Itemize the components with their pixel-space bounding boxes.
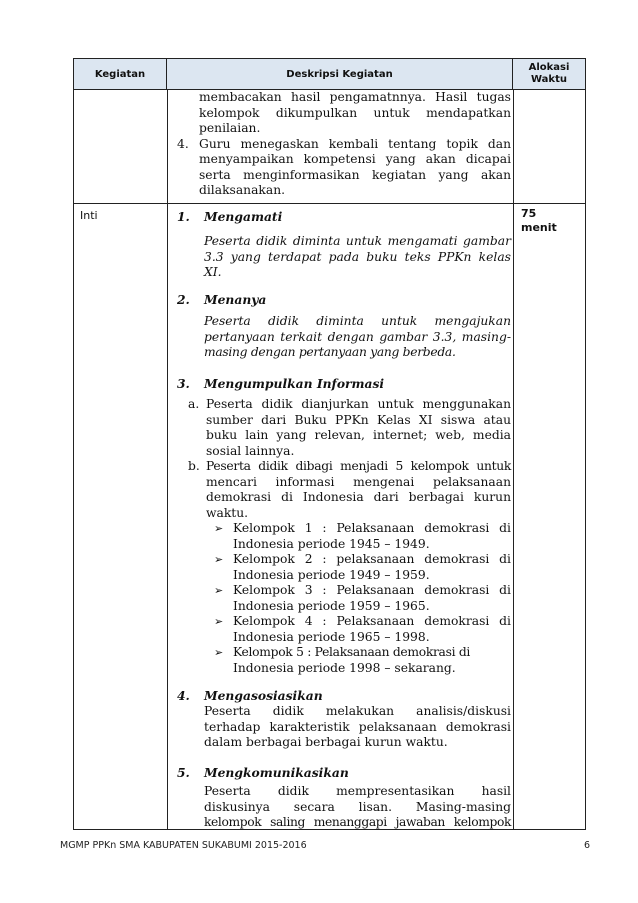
item-label-b: b.	[188, 459, 200, 473]
item-a-line: Peserta didik dianjurkan untuk menggunakan	[206, 397, 511, 411]
header-alokasi	[513, 59, 585, 89]
section-line: masing dengan pertanyaan yang berbeda.	[204, 345, 456, 359]
bullet-line: Kelompok 3 : Pelaksanaan demokrasi di	[233, 583, 511, 597]
bullet-line: Kelompok 1 : Pelaksanaan demokrasi di	[233, 521, 511, 535]
item-b-line: Peserta didik dibagi menjadi 5 kelompok untuk	[206, 459, 511, 473]
waktu-number: 75	[521, 207, 537, 220]
header-alokasi-line2: Waktu	[531, 74, 567, 85]
bullet-line: Indonesia periode 1998 – sekarang.	[233, 660, 456, 675]
section-title-mengasosiasikan: Mengasosiasikan	[204, 688, 323, 703]
row1-line: kelompok dikumpulkan untuk mendapatkan	[199, 105, 511, 120]
column-divider-1	[167, 89, 168, 829]
bullet-line: Kelompok 4 : Pelaksanaan demokrasi di	[233, 614, 511, 628]
kegiatan-inti: Inti	[80, 209, 98, 222]
section-number: 1.	[177, 209, 190, 224]
arrow-bullet-icon: ➢	[214, 615, 224, 628]
item-b-line: demokrasi di Indonesia dari berbagai kurun	[206, 490, 511, 504]
page-number: 6	[584, 840, 591, 851]
header-deskripsi: Deskripsi Kegiatan	[167, 59, 513, 89]
section-number: 2.	[177, 292, 190, 307]
row1-line: Guru menegaskan kembali tentang topik dan	[199, 136, 511, 151]
waktu-value	[521, 207, 557, 235]
arrow-bullet-icon: ➢	[214, 646, 224, 659]
section-line: Peserta didik melakukan analisis/diskusi	[204, 704, 511, 718]
item-b-line: waktu.	[206, 505, 249, 520]
row1-line: menyampaikan kompetensi yang akan dicapai	[199, 152, 511, 166]
section-line: kelompok saling menanggapi jawaban kelompok	[204, 815, 511, 829]
table-header	[74, 59, 585, 90]
header-kegiatan: Kegiatan	[74, 59, 167, 89]
bullet-line: Indonesia periode 1945 – 1949.	[233, 536, 430, 551]
item-a-line: sumber dari Buku PPKn Kelas XI siswa atau	[206, 412, 511, 427]
item-a-line: buku lain yang relevan, internet; web, media	[206, 428, 511, 442]
section-line: dalam berbagai berbagai kurun waktu.	[204, 735, 448, 749]
row1-line: dilaksanakan.	[199, 183, 286, 197]
bullet-line: Indonesia periode 1965 – 1998.	[233, 629, 430, 644]
column-divider-2	[513, 89, 514, 829]
row-divider	[74, 203, 585, 204]
item-label-a: a.	[188, 397, 200, 411]
section-line: terhadap karakteristik pelaksanaan demokrasi	[204, 719, 511, 734]
section-line: Peserta didik diminta untuk mengamati gambar	[204, 234, 511, 248]
section-number: 4.	[177, 688, 190, 703]
row1-line: penilaian.	[199, 121, 261, 135]
section-line: Peserta didik diminta untuk mengajukan	[204, 314, 511, 328]
section-line: 3.3 yang terdapat pada buku teks PPKn kelas	[204, 249, 511, 264]
bullet-line: Kelompok 5 : Pelaksanaan demokrasi di	[233, 645, 471, 659]
bullet-line: Kelompok 2 : pelaksanaan demokrasi di	[233, 552, 511, 566]
section-line: Peserta didik mempresentasikan hasil	[204, 784, 511, 798]
section-number: 5.	[177, 765, 190, 780]
section-line: XI.	[204, 265, 222, 279]
item-a-line: sosial lainnya.	[206, 443, 295, 458]
bullet-line: Indonesia periode 1959 – 1965.	[233, 598, 430, 613]
waktu-unit: menit	[521, 221, 557, 234]
bullet-line: Indonesia periode 1949 – 1959.	[233, 567, 430, 582]
row1-line: membacakan hasil pengamatnnya. Hasil tugas	[199, 90, 511, 104]
row1-number: 4.	[177, 136, 189, 151]
arrow-bullet-icon: ➢	[214, 584, 224, 597]
item-b-line: mencari informasi mengenai pelaksanaan	[206, 474, 511, 489]
header-alokasi-line1: Alokasi	[528, 62, 570, 73]
section-title-menanya: Menanya	[204, 292, 267, 307]
arrow-bullet-icon: ➢	[214, 522, 224, 535]
section-title-mengamati: Mengamati	[204, 209, 283, 224]
section-number: 3.	[177, 376, 190, 391]
row1-line: serta menginformasikan kegiatan yang akan	[199, 167, 511, 182]
footer-text: MGMP PPKn SMA KABUPATEN SUKABUMI 2015-2016	[60, 840, 307, 851]
arrow-bullet-icon: ➢	[214, 553, 224, 566]
section-line: pertanyaan terkait dengan gambar 3.3, masing-	[204, 329, 511, 344]
section-title-mengumpulkan-informasi: Mengumpulkan Informasi	[204, 376, 385, 391]
section-line: diskusinya secara lisan. Masing-masing	[204, 799, 511, 814]
section-title-mengkomunikasikan: Mengkomunikasikan	[204, 765, 349, 780]
